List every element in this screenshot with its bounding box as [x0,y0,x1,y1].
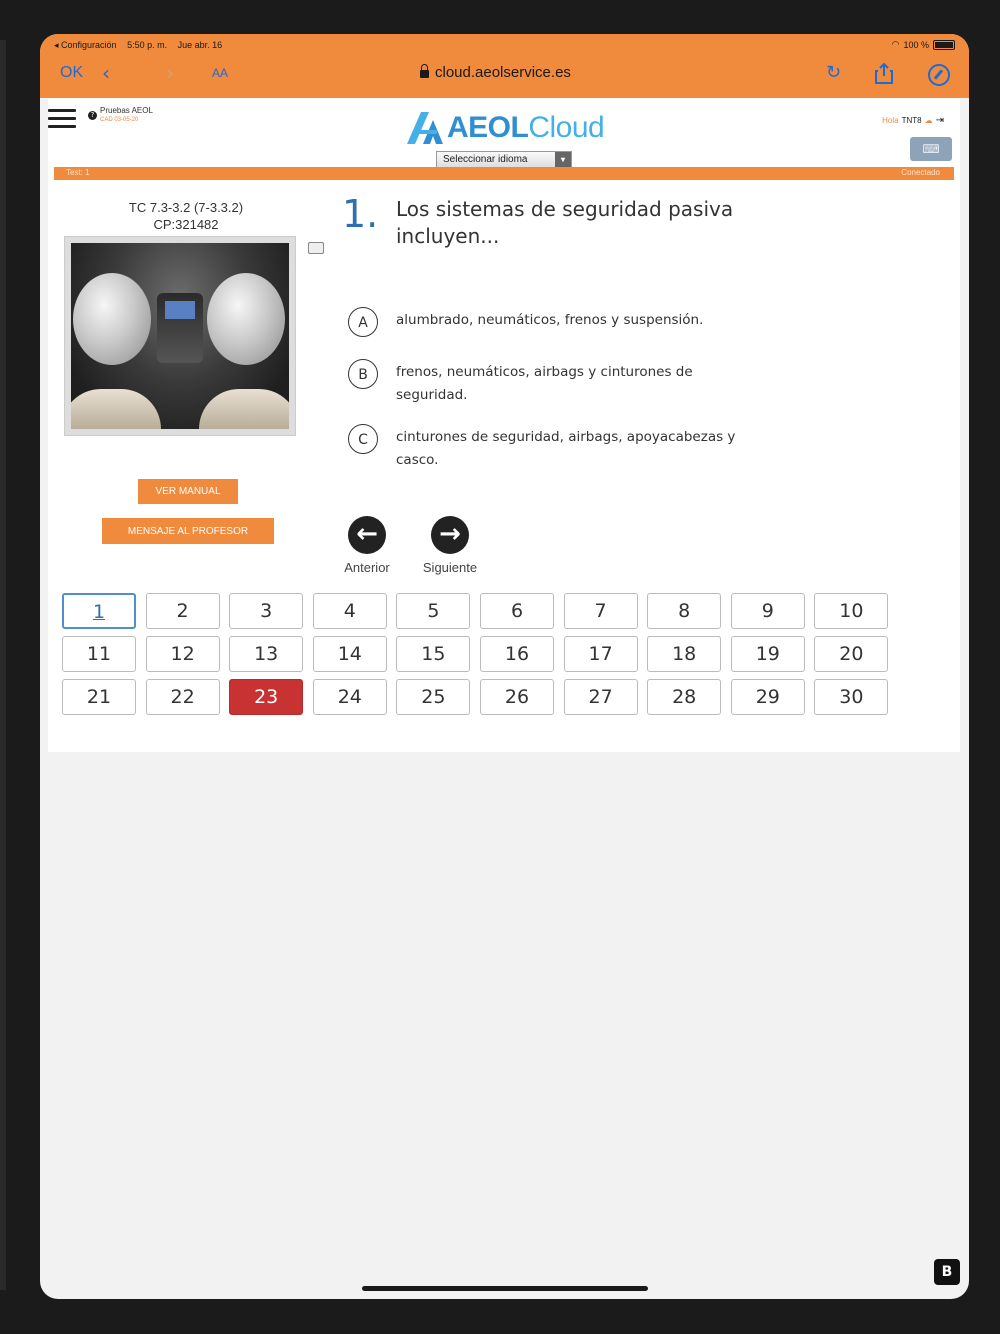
next-label: Siguiente [422,560,478,575]
question-number-cell[interactable]: 1 [62,593,136,629]
ver-manual-button[interactable]: VER MANUAL [138,479,238,504]
question-number-cell[interactable]: 15 [396,636,470,672]
question-text: Los sistemas de seguridad pasiva incluyen... [396,197,734,248]
home-indicator[interactable] [362,1286,648,1291]
message-teacher-button[interactable]: MENSAJE AL PROFESOR [102,518,274,544]
question-number-cell[interactable]: 8 [647,593,721,629]
reload-icon[interactable]: ↻ [826,62,842,83]
aeol-cloud-logo [403,108,604,148]
back-icon[interactable]: ‹ [102,61,110,85]
question-number-cell[interactable]: 4 [313,593,387,629]
question-number-cell[interactable]: 19 [731,636,805,672]
question-number-cell[interactable]: 12 [146,636,220,672]
next-button[interactable] [414,516,486,575]
question-number-cell[interactable]: 30 [814,679,888,715]
text-size-button[interactable]: AA [212,66,229,80]
question-number-cell[interactable]: 21 [62,679,136,715]
status-time: 5:50 p. m. [127,40,168,50]
logout-icon[interactable]: ⇥ [935,115,944,126]
battery-percent: 100 % [903,39,929,50]
question-number-cell[interactable]: 26 [480,679,554,715]
seat-left [71,389,161,429]
forward-icon[interactable]: › [166,61,174,85]
airbag-left [73,273,151,365]
option-letter[interactable]: A [348,307,378,337]
option-text[interactable]: alumbrado, neumáticos, frenos y suspensión. [396,312,704,328]
user-name: TNT8 [901,116,922,125]
question-number-cell[interactable]: 7 [564,593,638,629]
image-expand-icon[interactable] [308,242,324,254]
question-number-cell[interactable]: 29 [731,679,805,715]
question-number-cell[interactable]: 2 [146,593,220,629]
answer-option-b[interactable] [348,359,736,407]
greeting-text: Hola [882,116,899,125]
question-number-cell[interactable]: 18 [647,636,721,672]
tenant-subtitle: CAD 03-05-20 [100,117,139,123]
question-number-cell[interactable]: 13 [229,636,303,672]
question-image[interactable] [64,236,296,436]
question-number-cell[interactable]: 6 [480,593,554,629]
question-cp: CP:321482 [153,217,219,232]
device-screen [40,34,969,1299]
user-greeting [882,115,944,126]
question-number-cell[interactable]: 22 [146,679,220,715]
language-select-label: Seleccionar idioma [443,154,528,165]
question-number-cell[interactable]: 11 [62,636,136,672]
menu-icon[interactable] [48,104,76,133]
wifi-icon: ◠ [891,39,900,49]
aeol-logo-icon [403,110,447,146]
done-button[interactable]: OK [60,64,84,81]
question-number: 1. [342,192,379,236]
answer-option-c[interactable] [348,424,736,472]
question-number-cell[interactable]: 27 [564,679,638,715]
help-icon[interactable]: ? [88,111,97,120]
logo-text-cloud: Cloud [528,111,605,144]
seat-right [199,389,289,429]
option-letter[interactable]: B [348,359,378,389]
arrow-left-icon[interactable]: ← [348,516,386,554]
url-text: cloud.aeolservice.es [435,64,571,81]
option-letter[interactable]: C [348,424,378,454]
question-number-cell[interactable]: 14 [313,636,387,672]
question-number-cell[interactable]: 10 [814,593,888,629]
test-label: Test: 1 [66,168,90,177]
question-number-cell[interactable]: 3 [229,593,303,629]
airbag-right [207,273,285,365]
question-number-cell[interactable]: 9 [731,593,805,629]
question-number-cell[interactable]: 16 [480,636,554,672]
test-status-strip [54,167,954,180]
arrow-right-icon[interactable]: → [431,516,469,554]
question-code-block [106,199,266,233]
status-date: Jue abr. 16 [177,40,223,50]
previous-label: Anterior [344,560,390,575]
answer-option-a[interactable] [348,307,736,337]
logo-text-aeol: AEOL [447,111,529,144]
address-bar[interactable] [420,64,571,81]
option-text[interactable]: cinturones de seguridad, airbags, apoyacabezas y casco. [396,429,736,468]
option-text[interactable]: frenos, neumáticos, airbags y cinturones de seguridad. [396,364,693,403]
question-number-cell[interactable]: 25 [396,679,470,715]
question-number-cell[interactable]: 23 [229,679,303,715]
browser-toolbar [40,34,969,98]
question-code: TC 7.3-3.2 (7-3.3.2) [128,200,244,215]
question-number-cell[interactable]: 20 [814,636,888,672]
connection-status: Conectado [901,168,940,177]
status-bar-left [54,40,230,51]
chevron-down-icon: ▾ [555,152,571,168]
compass-icon[interactable] [928,64,950,86]
keyboard-button[interactable]: ⌨ [910,137,952,161]
question-number-cell[interactable]: 28 [647,679,721,715]
battery-icon [933,40,955,50]
device-bezel-edge [0,40,6,1290]
back-to-app-link[interactable]: ◂ Configuración [54,40,117,50]
question-number-cell[interactable]: 5 [396,593,470,629]
status-bar-right [892,39,955,50]
question-number-cell[interactable]: 24 [313,679,387,715]
cloud-icon: ☁ [924,116,933,125]
tenant-name: Pruebas AEOL [100,106,153,115]
badge-icon[interactable]: B [934,1259,960,1285]
question-number-cell[interactable]: 17 [564,636,638,672]
aeol-page [48,98,960,752]
car-interior-image [71,243,289,429]
lock-icon [420,70,429,78]
dashboard-screen [165,301,195,319]
previous-button[interactable] [334,516,400,575]
share-icon[interactable] [874,62,894,84]
